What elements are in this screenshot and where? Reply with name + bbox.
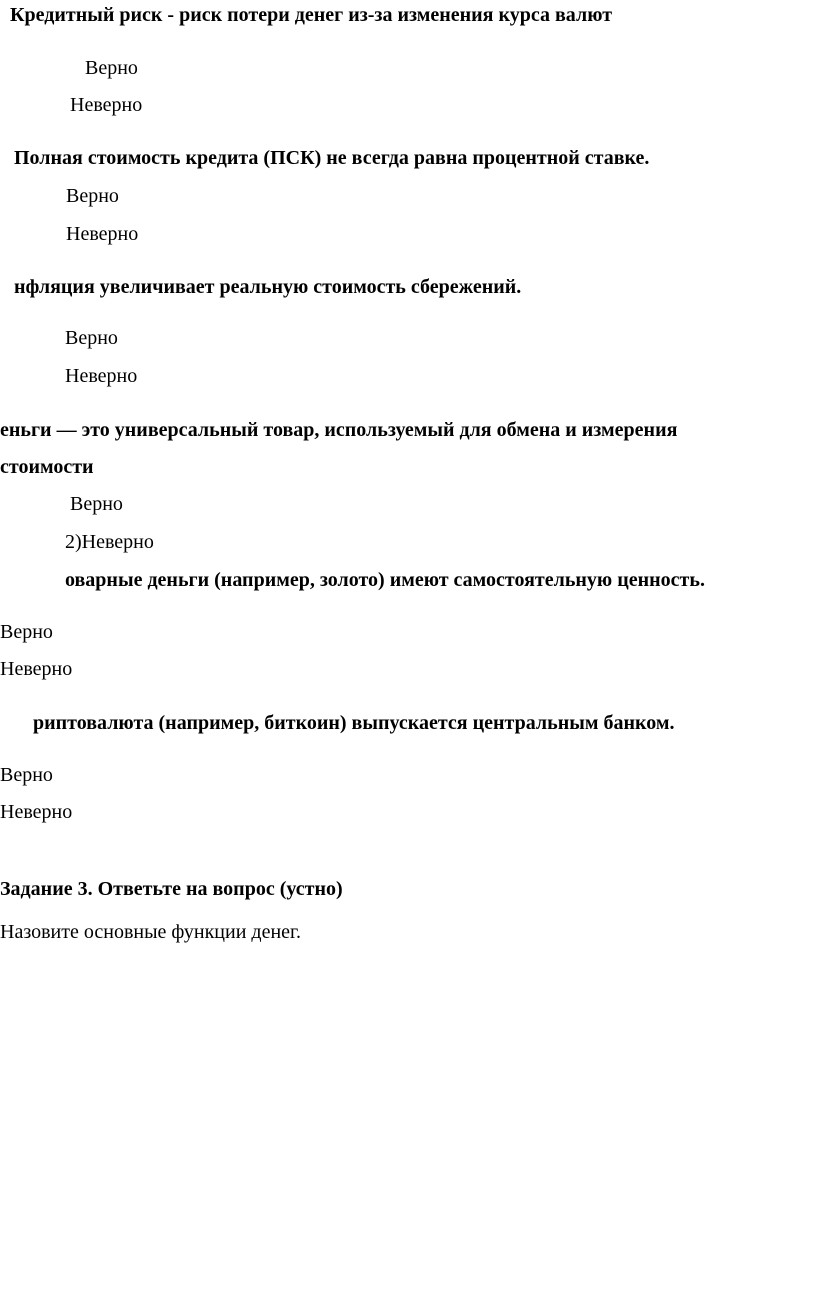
question-1-option-true[interactable]: Верно [85,57,138,79]
question-5-text: оварные деньги (например, золото) имеют самостоятельную ценность. [65,569,705,591]
task3-question: Назовите основные функции денег. [0,921,301,943]
question-1-text: Кредитный риск - риск потери денег из-за изменения курса валют [10,4,613,26]
task3-heading: Задание 3. Ответьте на вопрос (устно) [0,878,343,900]
question-3-text: нфляция увеличивает реальную стоимость сбережений. [14,276,522,298]
question-4-option-true[interactable]: Верно [70,493,123,515]
question-2-option-true[interactable]: Верно [66,185,119,207]
question-5-option-false[interactable]: Неверно [0,658,73,680]
question-4-text-line1: еньги — это универсальный товар, используемый для обмена и измерения [0,419,678,441]
question-6-option-false[interactable]: Неверно [0,801,73,823]
question-6-text: риптовалюта (например, биткоин) выпускается центральным банком. [33,712,675,734]
question-4-text-line2: стоимости [0,456,94,478]
question-2-text: Полная стоимость кредита (ПСК) не всегда равна процентной ставке. [14,147,650,169]
question-3-option-true[interactable]: Верно [65,327,118,349]
question-6-option-true[interactable]: Верно [0,764,53,786]
question-5-option-true[interactable]: Верно [0,621,53,643]
question-2-option-false[interactable]: Неверно [66,223,139,245]
question-1-option-false[interactable]: Неверно [70,94,143,116]
question-3-option-false[interactable]: Неверно [65,365,138,387]
question-4-option-false[interactable]: 2)Неверно [65,531,154,553]
